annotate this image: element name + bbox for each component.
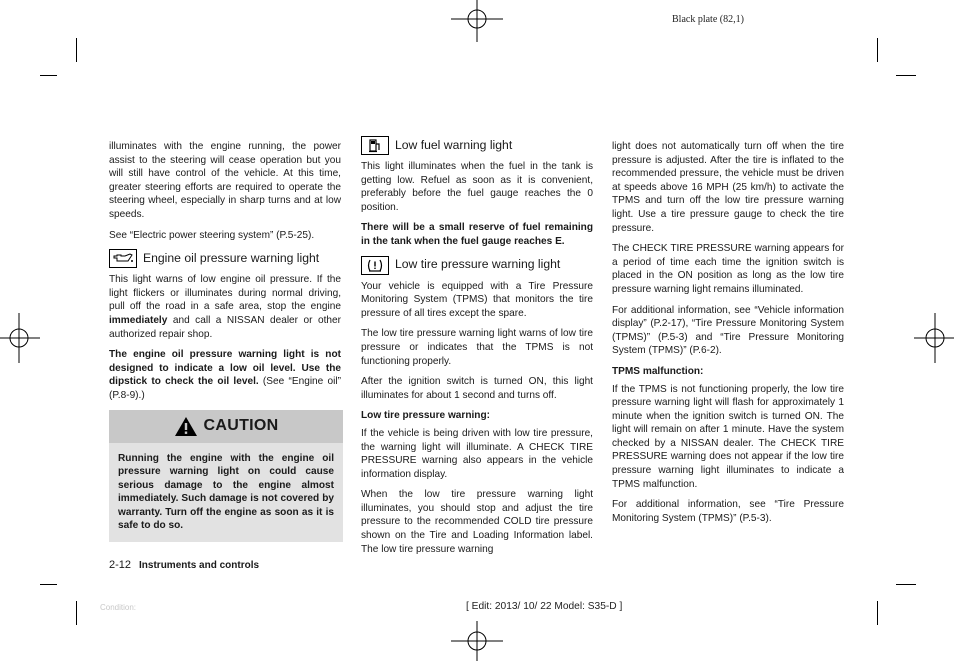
oil-heading-text: Engine oil pressure warning light: [143, 250, 320, 265]
paragraph: For additional information, see “Tire Pressure Monitoring System (TPMS)” (P.5-3).: [612, 499, 844, 524]
bold-run: immediately: [109, 314, 168, 326]
edit-info: [ Edit: 2013/ 10/ 22 Model: S35-D ]: [466, 601, 623, 612]
bold-paragraph: There will be a small reserve of fuel remaining in the tank when the fuel gauge reaches E.: [361, 222, 593, 247]
crop-mark: [40, 584, 57, 585]
oil-warning-paragraph: [109, 348, 341, 402]
plate-label: Black plate (82,1): [672, 14, 744, 25]
bold-run: The engine oil pressure warning light is not designed to indicate a low oil level. Use the dipstick to check the oil level.: [109, 349, 341, 388]
cross-reference: See “Electric power steering system” (P.5-25).: [109, 229, 315, 241]
low-tire-heading: [361, 256, 593, 275]
page-footer: [109, 559, 259, 571]
paragraph: If the vehicle is being driven with low tire pressure, the warning light will illuminate. A CHECK TIRE PRESSURE warning also appears in the vehicle information display.: [361, 427, 593, 480]
registration-mark-bottom-icon: [451, 621, 503, 661]
crop-mark: [76, 38, 77, 62]
paragraph: illuminates with the engine running, the power assist to the steering will cease operation but you will still have control of the vehicle. At this time, greater steering efforts are required to operate the steering wheel, especially in sharp turns and at low speeds.: [109, 141, 341, 220]
column-2: [361, 136, 593, 563]
subheading: Low tire pressure warning:: [361, 410, 491, 422]
paragraph: This light illuminates when the fuel in the tank is getting low. Refuel as soon as it is convenient, preferably before the fuel gauge reaches the 0 position.: [361, 161, 593, 213]
crop-mark: [76, 601, 77, 625]
section-title: Instruments and controls: [139, 560, 260, 571]
paragraph: The CHECK TIRE PRESSURE warning appears for a period of time each time the ignition switch is placed in the ON position as long as the low tire pressure warning light remains illuminated.: [612, 243, 844, 295]
text-run: and call a NISSAN dealer or other authorized repair shop.: [109, 314, 341, 340]
paragraph: The low tire pressure warning light warns of low tire pressure or indicates that the TPMS is not functioning properly.: [361, 328, 593, 367]
text-run: This light warns of low engine oil pressure. If the light flickers or illuminates during normal driving, pull off the road in a safe area, stop the engine: [109, 274, 341, 313]
caution-title: CAUTION: [203, 417, 279, 435]
caution-text: Running the engine with the engine oil pressure warning light on could cause serious damage to the engine almost immediately. Such damage is not covered by warranty. Turn off the engine as soon as it is safe to do so.: [109, 443, 343, 543]
crop-mark: [877, 601, 878, 625]
registration-mark-left-icon: [0, 313, 40, 363]
tire-heading-text: Low tire pressure warning light: [395, 257, 561, 272]
caution-box: [109, 410, 343, 543]
oil-pressure-heading: [109, 249, 341, 268]
subheading: TPMS malfunction:: [612, 365, 704, 377]
crop-mark: [40, 75, 57, 76]
column-1: [109, 140, 341, 542]
tire-pressure-icon: [361, 256, 389, 275]
paragraph: For additional information, see “Vehicle information display” (P.2-17), “Tire Pressure Monitoring System (TPMS)” (P.5-3) and “Tire Pressure Monitoring System (TPMS)” (P.6-2).: [612, 304, 844, 357]
column-3: [612, 140, 844, 532]
text-run: (See “Engine oil” (P.8-9).): [109, 376, 341, 401]
warning-triangle-icon: [174, 416, 198, 437]
crop-mark: [896, 584, 916, 585]
paragraph: After the ignition switch is turned ON, this light illuminates for about 1 second and turns off.: [361, 376, 593, 401]
paragraph: When the low tire pressure warning light illuminates, you should stop and adjust the tire pressure to the recommended COLD tire pressure shown on the Tire and Loading Information label. The low tire pressure warning: [361, 489, 593, 555]
paragraph: If the TPMS is not functioning properly, the low tire pressure warning light will flash for approximately 1 minute when the ignition switch is turned ON. The light will remain on after 1 minute. Have the system checked by a NISSAN dealer. The CHECK TIRE PRESSURE warning does not appear if the low tire pressure warning light illuminates to indicate a TPMS malfunction.: [612, 383, 844, 490]
registration-mark-right-icon: [914, 313, 954, 363]
crop-mark: [896, 75, 916, 76]
crop-mark: [877, 38, 878, 62]
fuel-heading-text: Low fuel warning light: [395, 137, 513, 152]
condition-label: Condition:: [100, 603, 137, 612]
oil-can-icon: [109, 249, 137, 268]
paragraph: Your vehicle is equipped with a Tire Pressure Monitoring System (TPMS) that monitors the tire pressure of all tires except the spare.: [361, 280, 593, 319]
caution-header: [109, 410, 343, 443]
page-number: 2-12: [109, 559, 132, 571]
registration-mark-top-icon: [451, 0, 503, 42]
oil-paragraph: [109, 273, 341, 341]
paragraph: light does not automatically turn off when the tire pressure is adjusted. After the tire is inflated to the recommended pressure, the vehicle must be driven at speeds above 16 MPH (25 km/h) to activate the TPMS and turn off the low tire pressure warning light. Use a tire pressure gauge to check the tire pressure.: [612, 141, 844, 234]
low-fuel-heading: [361, 136, 593, 155]
fuel-pump-icon: [361, 136, 389, 155]
